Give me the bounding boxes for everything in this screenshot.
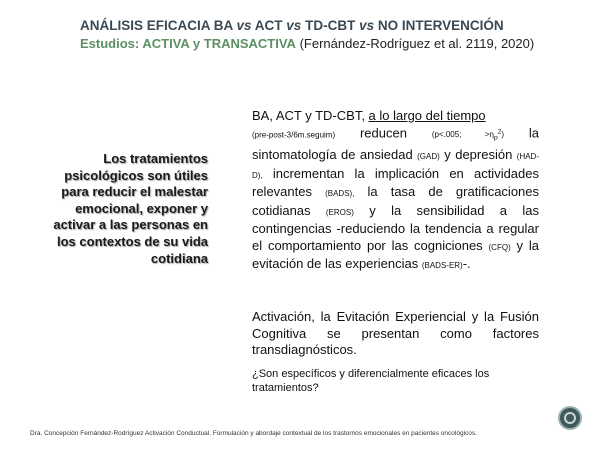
key-message: Los tratamientos psicológicos son útiles para reducir el malestar emocional, exponer y activar a las personas en los contextos de su vida cotidiana [53, 151, 208, 266]
title-vs-1: vs [236, 18, 252, 33]
title-text-1: ANÁLISIS EFICACIA BA [80, 18, 237, 33]
underlined-phrase: a lo largo del tiempo [368, 108, 486, 123]
research-question: ¿Son específicos y diferencialmente eficaces los tratamientos? [252, 368, 490, 394]
title-vs-2: vs [286, 18, 302, 33]
slide-subtitle [80, 35, 590, 53]
findings-paragraph [252, 108, 539, 275]
stat-end: ) [501, 130, 505, 140]
text-run: la sintomatología de ansiedad [252, 125, 540, 163]
footer-citation: Dra. Concepción Fernández-Rodríguez Activación Conductual. Formulación y abordaje contextual de los trastornos emocionales en pacientes oncológicos. [30, 430, 477, 437]
measure-bads-er: (BADS-ER) [421, 261, 463, 271]
measure-cfq: (CFQ) [488, 242, 511, 252]
stat-text: (p<.005; >η [431, 130, 494, 140]
slide-title [80, 17, 590, 35]
text-run: y la sensibilidad a las contingencias -reduciendo la tendencia a regular el comportamiento por las cogniciones [252, 202, 539, 253]
text-run: reducen [335, 125, 432, 141]
stat-note [431, 128, 505, 142]
text-run: y la evitación de las experiencias [252, 237, 540, 272]
measure-bads: (BADS), [325, 189, 355, 199]
text-run: y depresión [439, 147, 517, 163]
circle-icon [564, 412, 576, 424]
stat-sub: p [493, 134, 498, 142]
measure-gad: (GAD) [417, 152, 440, 162]
header [80, 17, 590, 53]
text-run: incrementan la implicación en actividades relevantes [252, 165, 539, 200]
measure-eros: (EROS) [325, 207, 354, 217]
nav-button[interactable] [558, 406, 582, 430]
transdiagnostic-paragraph: Activación, la Evitación Experiencial y la Fusión Cognitiva se presentan como factores transdiagnósticos. [252, 309, 539, 357]
title-text-4: NO INTERVENCIÓN [374, 18, 504, 33]
text-run: la tasa de gratificaciones cotidianas [252, 184, 540, 218]
subtitle-label: Estudios: ACTIVA y TRANSACTIVA [80, 36, 296, 51]
title-vs-3: vs [359, 18, 375, 33]
title-text-2: ACT [251, 18, 287, 33]
text-run: BA, ACT y TD-CBT, [252, 108, 369, 123]
subtitle-reference: (Fernández-Rodríguez et al. 2119, 2020) [295, 36, 535, 51]
title-text-3: TD-CBT [301, 18, 360, 33]
text-run: -. [462, 256, 471, 272]
stat-sup: 2 [497, 128, 502, 136]
small-note: (pre-post-3/6m.seguim) [252, 130, 336, 140]
measure-had: (HAD-D), [252, 152, 539, 180]
